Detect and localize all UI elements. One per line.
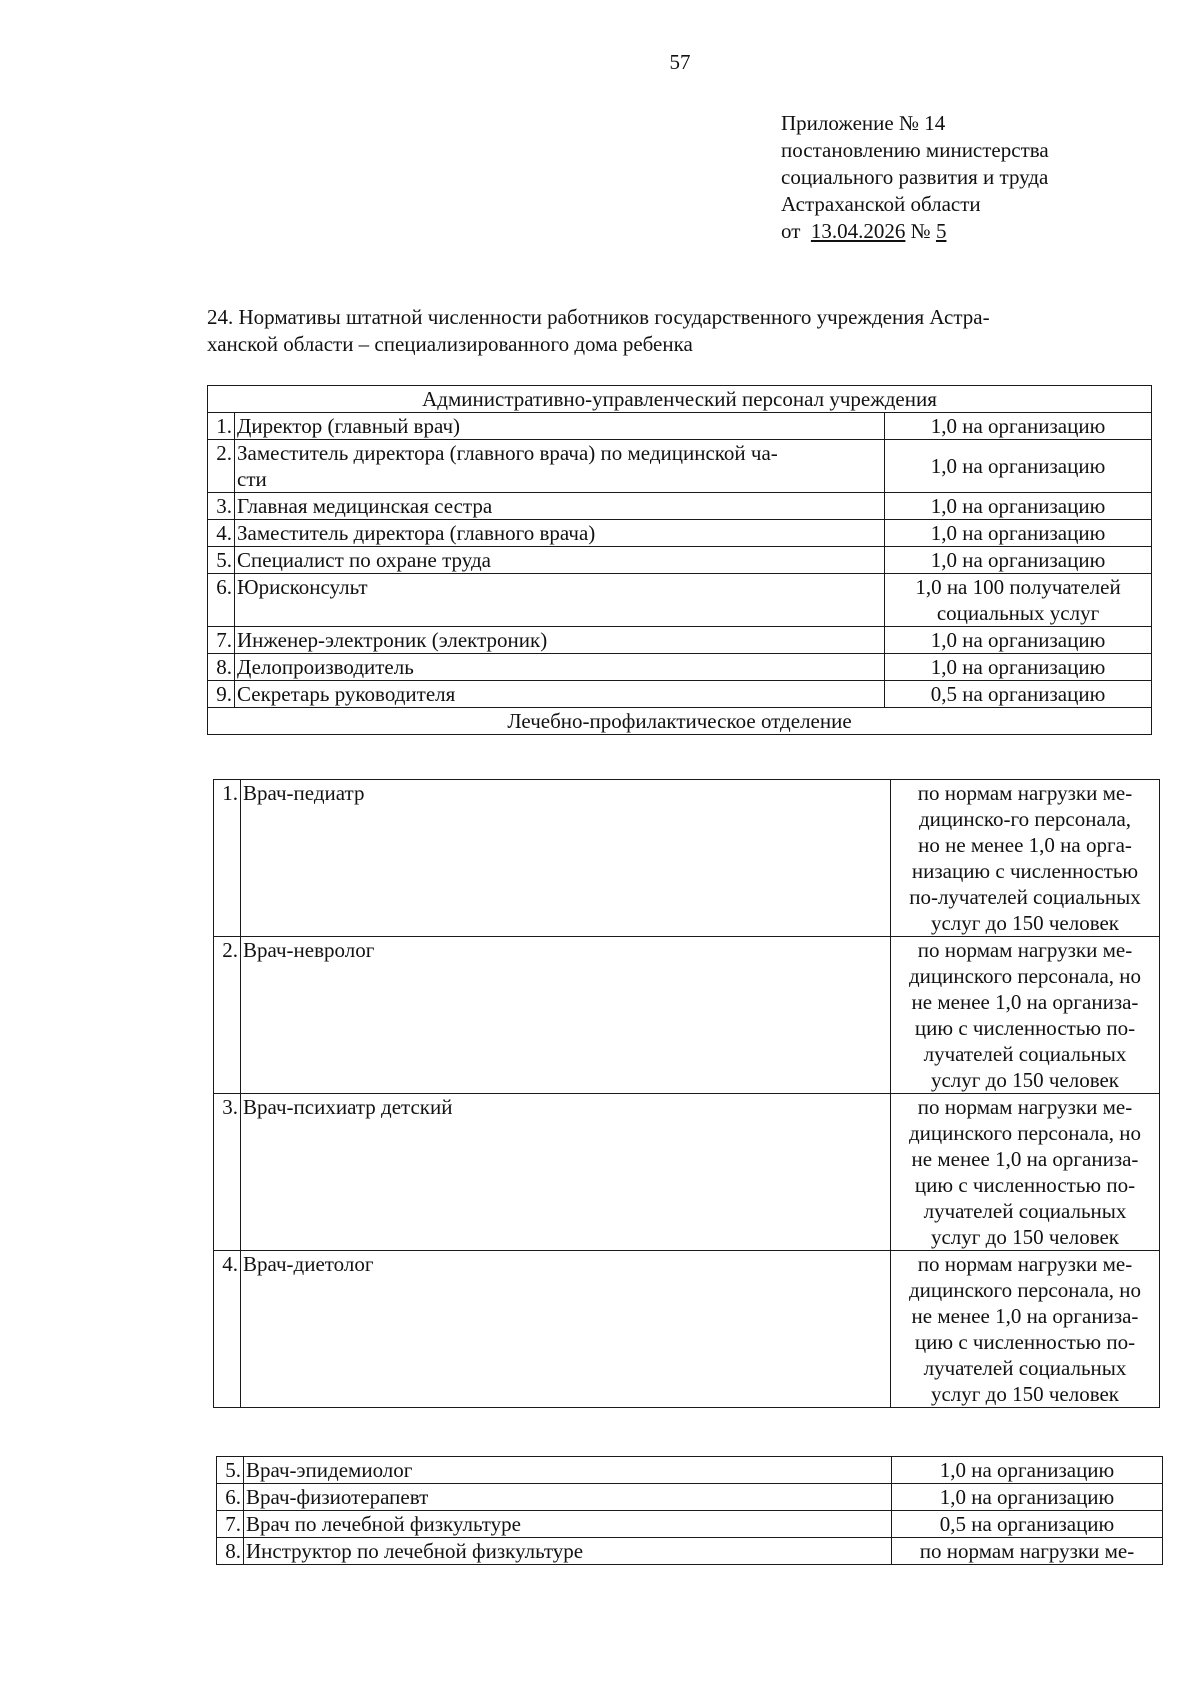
row-number: 2.: [214, 937, 241, 1094]
section-heading-row: [208, 708, 1152, 735]
position-name: Инструктор по лечебной физкультуре: [244, 1538, 892, 1565]
position-name: Врач по лечебной физкультуре: [244, 1511, 892, 1538]
norm-line: услуг до 150 человек: [930, 1225, 1120, 1249]
norm-line: дицинского персонала, но: [908, 1121, 1142, 1145]
norm-line: 1,0 на 100 получателей: [915, 575, 1121, 599]
norm-line: лучателей социальных: [923, 1356, 1127, 1380]
table-row: [208, 681, 1152, 708]
norm-line: не менее 1,0 на организа-: [911, 990, 1139, 1014]
position-name: Секретарь руководителя: [235, 681, 885, 708]
row-number: 7.: [217, 1511, 244, 1538]
row-number: 8.: [217, 1538, 244, 1565]
row-number: 4.: [208, 520, 235, 547]
position-name: Врач-невролог: [241, 937, 891, 1094]
section-heading-row: [208, 386, 1152, 413]
norm-line: дицинского персонала, но: [908, 964, 1142, 988]
norm-line: лучателей социальных: [923, 1042, 1127, 1066]
norm-line: по нормам нагрузки ме-: [917, 938, 1133, 962]
position-name: Делопроизводитель: [235, 654, 885, 681]
medical-staff-table: [213, 779, 1160, 1408]
title-line: ханской области – специализированного дома ребенка: [207, 332, 693, 356]
staff-norm: [891, 780, 1160, 937]
norm-line: по-лучателей социальных: [909, 885, 1141, 909]
row-number: 4.: [214, 1251, 241, 1408]
table-row: [208, 493, 1152, 520]
staff-norm: 1,0 на организацию: [892, 1484, 1163, 1511]
staff-norm: по нормам нагрузки ме-: [892, 1538, 1163, 1565]
norm-line: не менее 1,0 на организа-: [911, 1304, 1139, 1328]
row-number: 8.: [208, 654, 235, 681]
row-number: 1.: [208, 413, 235, 440]
table-row: [217, 1484, 1163, 1511]
row-number: 7.: [208, 627, 235, 654]
norm-line: но не менее 1,0 на орга-: [918, 833, 1132, 857]
table-row: [214, 780, 1160, 937]
norm-line: дицинского персонала, но: [908, 1278, 1142, 1302]
staff-norm: 1,0 на организацию: [885, 627, 1152, 654]
medical-staff-table-continued: [216, 1456, 1163, 1565]
table-row: [217, 1538, 1163, 1565]
staff-norm: 1,0 на организацию: [885, 547, 1152, 574]
appendix-date-line: [781, 218, 1049, 245]
appendix-date: 13.04.2026: [810, 219, 906, 243]
page-number: 57: [669, 50, 691, 74]
position-name: [235, 440, 885, 493]
norm-line: дицинско-го персонала,: [918, 807, 1132, 831]
table-row: [208, 547, 1152, 574]
position-name: Специалист по охране труда: [235, 547, 885, 574]
position-name: Юрисконсульт: [235, 574, 885, 627]
position-name: Врач-физиотерапевт: [244, 1484, 892, 1511]
staff-norm: [885, 574, 1152, 627]
row-number: 3.: [214, 1094, 241, 1251]
table-row: [217, 1511, 1163, 1538]
row-number: 5.: [217, 1457, 244, 1484]
row-number: 6.: [208, 574, 235, 627]
admin-staff-table: [207, 385, 1152, 735]
table-row: [214, 937, 1160, 1094]
position-name: Заместитель директора (главного врача): [235, 520, 885, 547]
norm-line: низацию с численностью: [911, 859, 1139, 883]
staff-norm: 0,5 на организацию: [885, 681, 1152, 708]
name-line: Заместитель директора (главного врача) по медицинской ча-: [237, 441, 778, 465]
appendix-line: постановлению министерства: [781, 138, 1049, 162]
row-number: 3.: [208, 493, 235, 520]
table-row: [208, 520, 1152, 547]
staff-norm: 1,0 на организацию: [885, 493, 1152, 520]
staff-norm: 1,0 на организацию: [885, 654, 1152, 681]
norm-line: по нормам нагрузки ме-: [917, 781, 1133, 805]
table-row: [214, 1094, 1160, 1251]
table-row: [208, 654, 1152, 681]
position-name: Врач-психиатр детский: [241, 1094, 891, 1251]
appendix-line: социального развития и труда: [781, 165, 1049, 189]
norm-line: цию с численностью по-: [914, 1016, 1136, 1040]
staff-norm: 1,0 на организацию: [885, 520, 1152, 547]
table-row: [208, 413, 1152, 440]
norm-line: лучателей социальных: [923, 1199, 1127, 1223]
norm-line: услуг до 150 человек: [930, 1068, 1120, 1092]
norm-line: не менее 1,0 на организа-: [911, 1147, 1139, 1171]
appendix-line: Астраханской области: [781, 192, 981, 216]
norm-line: по нормам нагрузки ме-: [917, 1095, 1133, 1119]
table-row: [214, 1251, 1160, 1408]
table-row: [208, 440, 1152, 493]
staff-norm: 1,0 на организацию: [885, 440, 1152, 493]
row-number: 9.: [208, 681, 235, 708]
name-line: сти: [237, 467, 267, 491]
norm-line: социальных услуг: [936, 601, 1100, 625]
table-row: [208, 627, 1152, 654]
section-heading: Лечебно-профилактическое отделение: [208, 708, 1152, 735]
document-title: [207, 304, 1120, 358]
section-heading: Административно-управленческий персонал учреждения: [208, 386, 1152, 413]
norm-line: цию с численностью по-: [914, 1330, 1136, 1354]
staff-norm: [891, 1251, 1160, 1408]
appendix-title: Приложение № 14: [781, 111, 946, 135]
staff-norm: 1,0 на организацию: [892, 1457, 1163, 1484]
position-name: Директор (главный врач): [235, 413, 885, 440]
date-prefix: от: [781, 219, 801, 243]
norm-line: услуг до 150 человек: [930, 1382, 1120, 1406]
appendix-block: [781, 110, 1049, 245]
table-row: [208, 574, 1152, 627]
norm-line: по нормам нагрузки ме-: [917, 1252, 1133, 1276]
table-row: [217, 1457, 1163, 1484]
position-name: Инженер-электроник (электроник): [235, 627, 885, 654]
position-name: Врач-педиатр: [241, 780, 891, 937]
position-name: Врач-диетолог: [241, 1251, 891, 1408]
norm-line: услуг до 150 человек: [930, 911, 1120, 935]
row-number: 5.: [208, 547, 235, 574]
title-line: 24. Нормативы штатной численности работников государственного учреждения Астра-: [207, 305, 990, 329]
staff-norm: [891, 937, 1160, 1094]
staff-norm: [891, 1094, 1160, 1251]
position-name: Врач-эпидемиолог: [244, 1457, 892, 1484]
row-number: 2.: [208, 440, 235, 493]
row-number: 1.: [214, 780, 241, 937]
position-name: Главная медицинская сестра: [235, 493, 885, 520]
staff-norm: 0,5 на организацию: [892, 1511, 1163, 1538]
staff-norm: 1,0 на организацию: [885, 413, 1152, 440]
row-number: 6.: [217, 1484, 244, 1511]
appendix-number: 5: [935, 219, 947, 243]
number-prefix: №: [910, 219, 931, 243]
norm-line: цию с численностью по-: [914, 1173, 1136, 1197]
